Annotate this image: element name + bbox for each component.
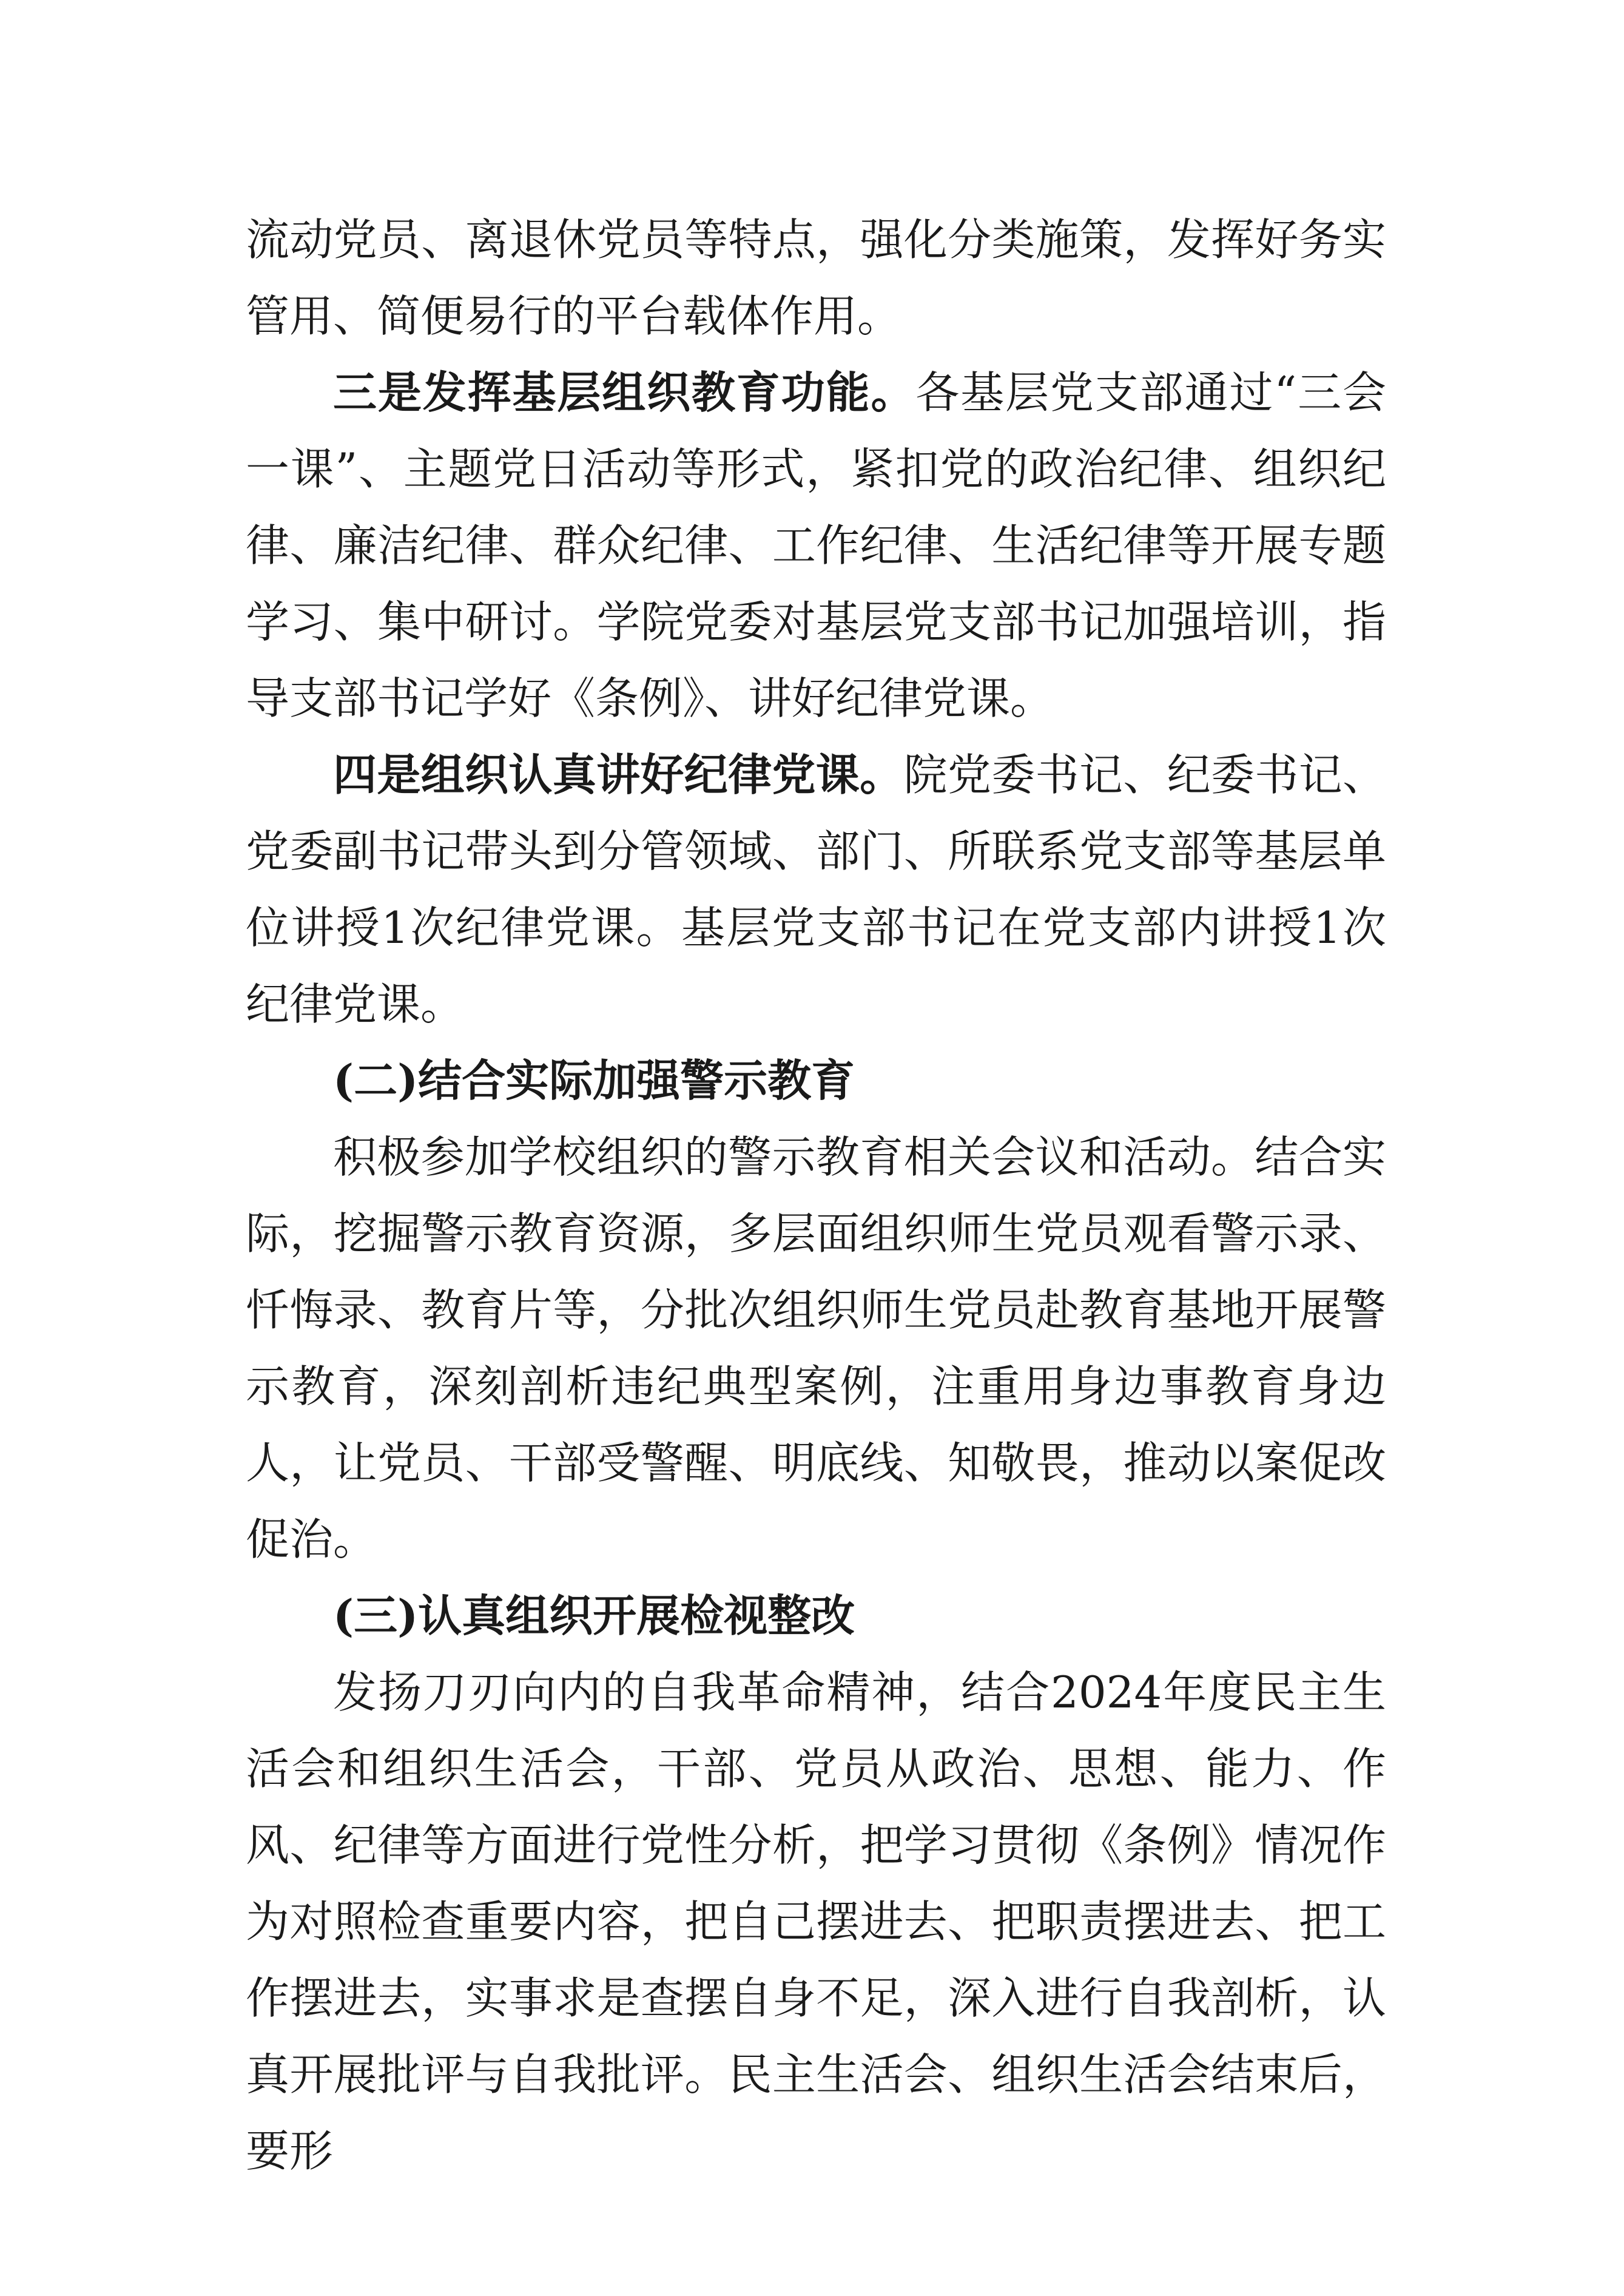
paragraph-3-body: 院党委书记、纪委书记、党委副书记带头到分管领域、部门、所联系党支部等基层单位讲授1次纪律党课。基层党支部书记在党支部内讲授1次纪律党课。	[246, 749, 1386, 1030]
paragraph-5: 发扬刀刃向内的自我革命精神，结合2024年度民主生活会和组织生活会，干部、党员从政治、思想、能力、作风、纪律等方面进行党性分析，把学习贯彻《条例》情况作为对照检查重要内容，把自己摆进去、把职责摆进去、把工作摆进去，实事求是查摆自身不足，深入进行自我剖析，认真开展批评与自我批评。民主生活会、组织生活会结束后，要形	[246, 1667, 1386, 2176]
section-heading-2: (二)结合实际加强警示教育	[333, 1055, 855, 1106]
paragraph-3	[246, 737, 1386, 1042]
section-heading-3: (三)认真组织开展检视整改	[333, 1590, 855, 1641]
paragraph-2	[246, 354, 1386, 737]
paragraph-3-lead: 四是组织认真讲好纪律党课。	[333, 749, 904, 800]
paragraph-4: 积极参加学校组织的警示教育相关会议和活动。结合实际，挖掘警示教育资源，多层面组织师生党员观看警示录、忏悔录、教育片等，分批次组织师生党员赴教育基地开展警示教育，深刻剖析违纪典型案例，注重用身边事教育身边人，让党员、干部受警醒、明底线、知敬畏，推动以案促改促治。	[246, 1132, 1386, 1565]
document-page	[246, 201, 1386, 2189]
paragraph-1: 流动党员、离退休党员等特点，强化分类施策，发挥好务实管用、简便易行的平台载体作用。	[246, 214, 1386, 342]
paragraph-2-body: 各基层党支部通过“三会一课”、主题党日活动等形式，紧扣党的政治纪律、组织纪律、廉洁纪律、群众纪律、工作纪律、生活纪律等开展专题学习、集中研讨。学院党委对基层党支部书记加强培训，指导支部书记学好《条例》、讲好纪律党课。	[246, 367, 1386, 724]
paragraph-2-lead: 三是发挥基层组织教育功能。	[333, 366, 916, 418]
